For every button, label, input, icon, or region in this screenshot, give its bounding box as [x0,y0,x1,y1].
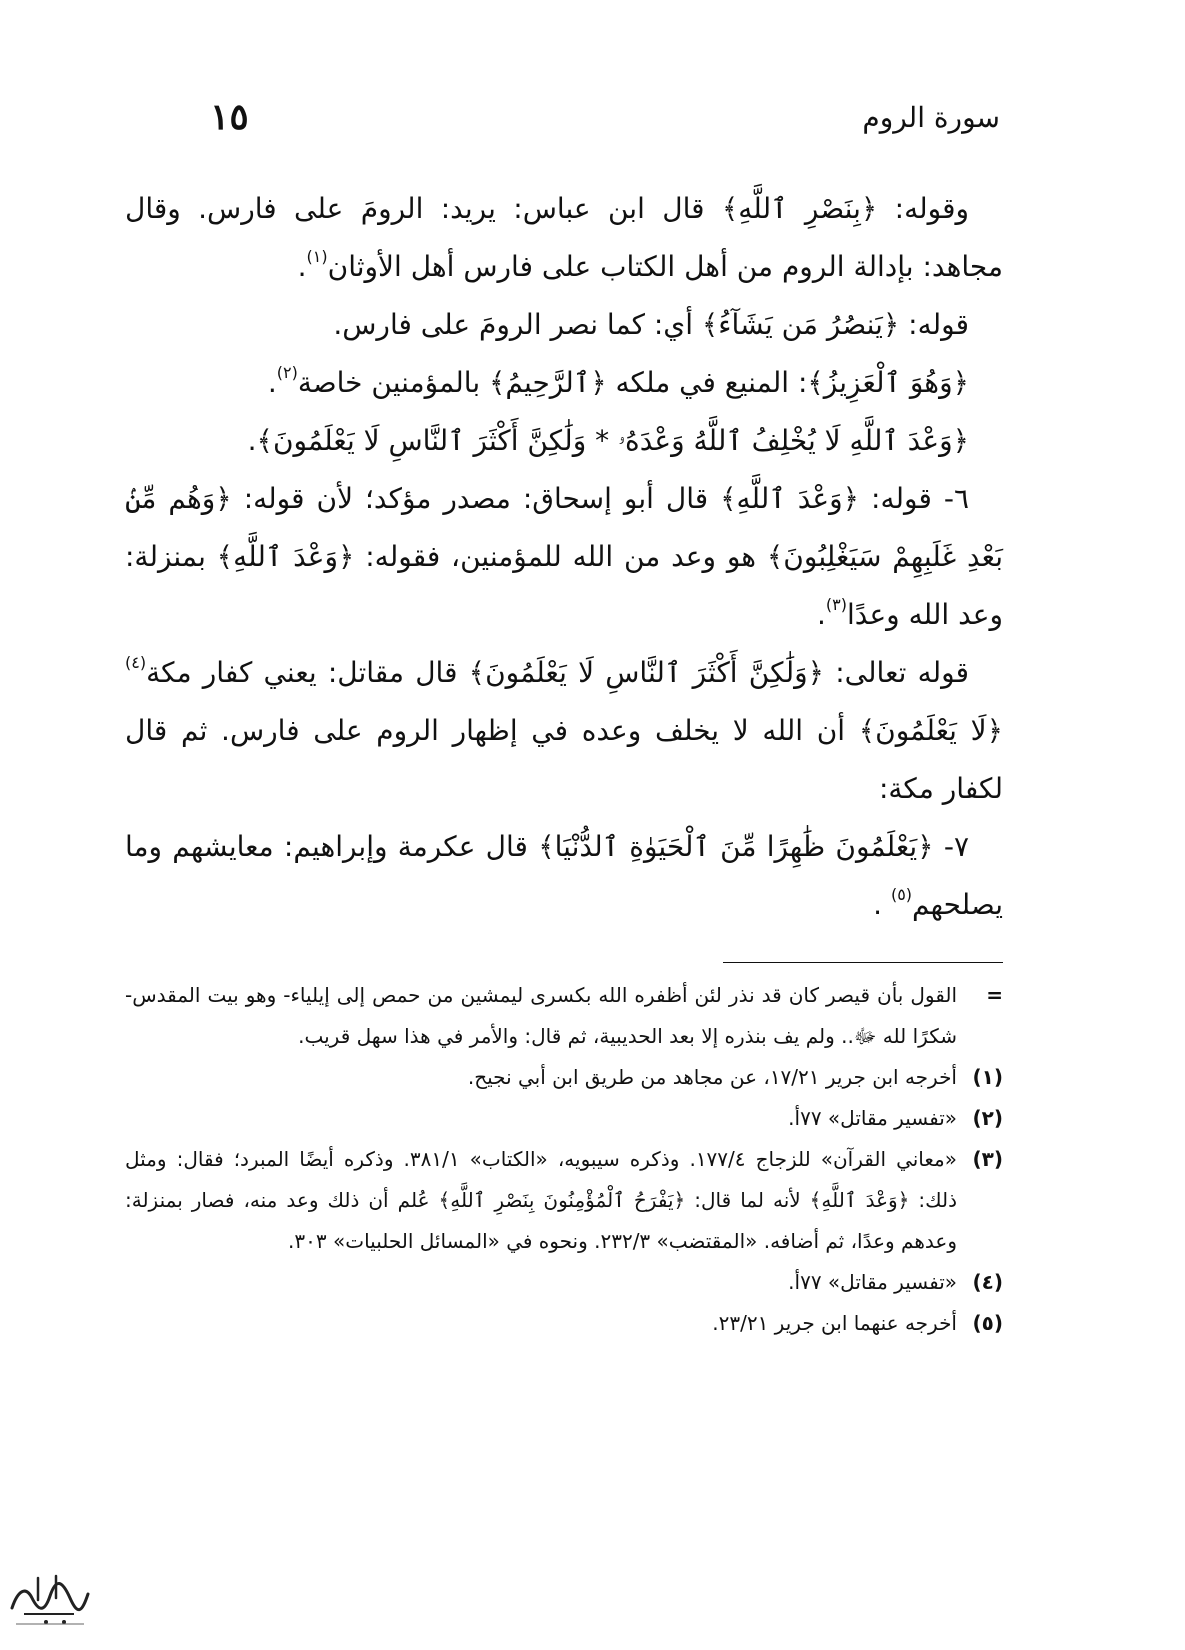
footnote-text: أخرجه عنهما ابن جرير ٢٣/٢١. [712,1311,957,1335]
footnote-text: أخرجه ابن جرير ١٧/٢١، عن مجاهد من طريق ابن أبي نجيح. [467,1065,957,1089]
footnote-text: «معاني القرآن» للزجاج ١٧٧/٤. وذكره سيبويه، «الكتاب» ٣٨١/١. وذكره أيضًا المبرد؛ فقال: ومثل ذلك: ﴿وَعْدَ ٱللَّهِ﴾ لأنه لما قال: ﴿يَفْرَحُ ٱلْمُؤْمِنُونَ بِنَصْرِ ٱللَّهِ﴾ عُلم أن ذلك وعد منه، فصار بمنزلة: وعدهم وعدًا، ثم أضافه. «المقتضب» ٢٣٢/٣. ونحوه في «المسائل الحلبيات» ٣٠٣. [125,1147,958,1253]
paragraph-end: . [267,366,277,399]
footnotes [125,975,1003,1344]
footnote-mark: (٣) [972,1147,1003,1171]
page-number: ١٥ [210,96,249,138]
paragraph-text: ﴿وَعْدَ ٱللَّهِ لَا يُخْلِفُ ٱللَّهُ وَعْدَهُۥ * وَلَٰكِنَّ أَكْثَرَ ٱلنَّاسِ لَا يَعْلَمُونَ﴾. [247,424,969,457]
paragraph-1 [125,180,1003,296]
footnote-item [125,1303,1003,1344]
paragraph-4 [125,412,1003,470]
main-text [125,180,1003,934]
paragraph-text: ٦- قوله: ﴿وَعْدَ ٱللَّهِ﴾ قال أبو إسحاق: مصدر مؤكد؛ لأن قوله: ﴿وَهُم مِّنۢ بَعْدِ غَلَبِهِمْ سَيَغْلِبُونَ﴾ هو وعد من الله للمؤمنين، فقوله: ﴿وَعْدَ ٱللَّهِ﴾ بمنزلة: وعد الله وعدًا [125,482,1003,631]
paragraph-end: . [816,598,826,631]
footnote-text: «تفسير مقاتل» ٧٧أ. [788,1270,957,1294]
footnote-item [125,1262,1003,1303]
footnote-ref: (٥) [890,885,913,904]
footnote-text: القول بأن قيصر كان قد نذر لئن أظفره الله بكسرى ليمشين من حمص إلى إيلياء- وهو بيت المقدس- شكرًا لله ﷻ.. ولم يف بنذره إلا بعد الحديبية، ثم قال: والأمر في هذا سهل قريب. [125,983,957,1048]
paragraph-text: قوله تعالى: ﴿وَلَٰكِنَّ أَكْثَرَ ٱلنَّاسِ لَا يَعْلَمُونَ﴾ قال مقاتل: يعني كفار مكة [146,656,969,689]
paragraph-6 [125,644,1003,818]
paragraph-text: قوله: ﴿يَنصُرُ مَن يَشَآءُ﴾ أي: كما نصر الرومَ على فارس. [333,308,969,341]
footnote-mark: (١) [972,1065,1003,1089]
footnote-item [125,975,1003,1057]
footnote-mark: (٤) [972,1270,1003,1294]
page-header [210,92,1000,142]
footnote-mark: (٢) [972,1106,1003,1130]
paragraph-text: ﴿وَهُوَ ٱلْعَزِيزُ﴾: المنيع في ملكه ﴿ٱلرَّحِيمُ﴾ بالمؤمنين خاصة [297,366,969,399]
calligraphy-stamp-icon [4,1568,94,1630]
paragraph-2 [125,296,1003,354]
footnote-item [125,1098,1003,1139]
paragraph-text: وقوله: ﴿بِنَصْرِ ٱللَّهِ﴾ قال ابن عباس: يريد: الرومَ على فارس. وقال مجاهد: بإدالة الروم من أهل الكتاب على فارس أهل الأوثان [125,192,1003,283]
paragraph-7 [125,818,1003,934]
paragraph-text-continued: ﴿لَا يَعْلَمُونَ﴾ أن الله لا يخلف وعده في إظهار الروم على فارس. ثم قال لكفار مكة: [125,714,1003,805]
paragraph-text: ٧- ﴿يَعْلَمُونَ ظَٰهِرًا مِّنَ ٱلْحَيَوٰةِ ٱلدُّنْيَا﴾ قال عكرمة وإبراهيم: معايشهم وما يصلحهم [125,830,1003,921]
footnote-ref: (٢) [276,363,298,382]
paragraph-3 [125,354,1003,412]
footnote-item [125,1057,1003,1098]
footnote-mark: = [986,983,1003,1007]
paragraph-5 [125,470,1003,644]
footnote-text: «تفسير مقاتل» ٧٧أ. [788,1106,957,1130]
footnote-divider [723,962,1003,963]
footnote-mark: (٥) [972,1311,1003,1335]
footnote-ref: (١) [306,247,328,266]
surah-title: سورة الروم [862,100,1000,134]
footnote-ref: (٣) [825,595,847,614]
paragraph-end: . [297,250,307,283]
footnote-ref: (٤) [125,653,147,672]
footnote-item [125,1139,1003,1262]
paragraph-end: . [873,888,891,921]
